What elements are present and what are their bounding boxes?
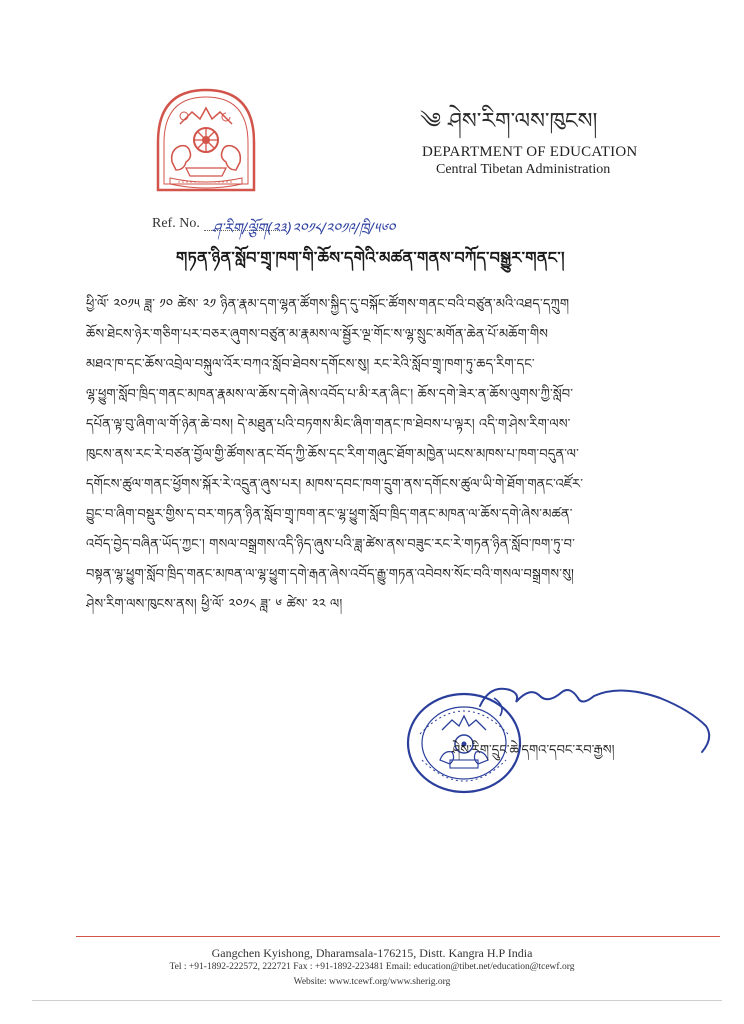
body-line: བྱུང་བ་ཞིག་བསྡུར་གྱིས་ད་བར་གཏན་ཉིན་སློབ་གྲྭ་ཁག་ནང་ལྷ་ཕྱུག་སློབ་ཁྲིད་གནང་མཁན་ལ་ཆོས་དགེ་ཞེས་མཚན་: [86, 507, 573, 522]
administration-name: Central Tibetan Administration: [436, 162, 611, 177]
footer-address: Gangchen Kyishong, Dharamsala-176215, Distt. Kangra H.P India: [211, 946, 533, 960]
body-line: ཁུངས་ནས་རང་རེ་བཙན་བྱོལ་གྱི་ཚོགས་ནང་བོད་ཀྱི་ཆོས་དང་རིག་གཞུང་ཐོག་མཁྱེན་ཡངས་མཁས་པ་ཁག་བདུན་ལ་: [86, 447, 579, 462]
footer-divider: [76, 936, 720, 937]
tibetan-department-name: ༄ ཤེས་རིག་ལས་ཁུངས།: [420, 109, 598, 134]
footer-website: Website: www.tcewf.org/www.sherig.org: [293, 977, 451, 987]
footer-contact: Tel : +91-1892-222572, 222721 Fax : +91-1892-223481 Email: education@tibet.net/education@tcewf.org: [169, 962, 575, 972]
reference-label: Ref. No.: [152, 216, 200, 231]
body-line: ཆོས་ཐེངས་ཉེར་གཅིག་པར་བཅར་ཞུགས་བཙུན་མ་རྣམས་ལ་སྦྱོར་ལྔ་གོང་ས་ལྷ་སྲུང་མགོན་ཆེན་པོ་མཆོག་གིས: [86, 327, 549, 342]
department-name: DEPARTMENT OF EDUCATION: [422, 144, 638, 160]
body-line: དགོངས་ཚུལ་གནང་ཕྱོགས་སྐོར་རེ་འདྲུན་ཞུས་པར། མཁས་དབང་ཁག་དྲུག་ནས་དགོངས་ཚུལ་ཡི་གེ་ཐོག་གནང་འཛོར་: [86, 477, 584, 492]
body-line: ཤེས་རིག་ལས་ཁུངས་ནས། ཕྱི་ལོ་ ༢༠༡༨ ཟླ་ ༦ ཚེས་ ༢༢ ལ།: [86, 597, 343, 612]
reference-number: [152, 212, 492, 236]
body-line: བསྟན་ལྷ་ཕྱུག་སློབ་ཁྲིད་གནང་མཁན་ལ་ལྷ་ཕྱུག་དགེ་རྒན་ཞེས་འབོད་རྒྱུ་གཏན་འབེབས་སོང་བའི་གསལ་བསྒྲགས་སུ།: [86, 567, 575, 582]
body-line: ལྷ་ཕྱུག་སློབ་ཁྲིད་གནང་མཁན་རྣམས་ལ་ཆོས་དགེ་ཞེས་འབོད་པ་མི་རན་ཞིང་། ཆོས་དགེ་ཟེར་ན་ཆོས་ལུགས་ཀྱི་སློབ་: [86, 387, 574, 402]
document-title: གཏན་ཉིན་སློབ་གྲྭ་ཁག་གི་ཆོས་དགེའི་མཚན་གནས་བཀོད་བསྒྱུར་གནང་།: [176, 248, 565, 267]
body-line: དཔོན་ལྟ་བུ་ཞིག་ལ་གོ་ཉེན་ཆེ་བས། དེ་མཐུན་པའི་བཏགས་མིང་ཞིག་གནང་ཁ་ཐེབས་པ་ལྟར། འདི་ག་ཤེས་རིག་ལས་: [86, 417, 571, 432]
signatory-name: ཤེས་རིག་དྲུང་ཆེ་དགའ་དབང་རབ་རྒྱས།: [452, 743, 615, 758]
department-seal-emblem: [150, 86, 262, 198]
reference-value: ཤ་རིག/ལྕོག(༢༣)༢༠༡༨/༢༠༡༩/ཁྲི/༥༦༠: [212, 221, 395, 237]
body-line: འབོད་བྱེད་བཞིན་ཡོད་ཀྱང་། གསལ་བསྒྲགས་འདི་ཉིད་ཞུས་པའི་ཟླ་ཚེས་ནས་བཟུང་རང་རེ་གཏན་ཉིན་སློབ་ཁག་ཏུ་བ་: [86, 537, 575, 552]
page-bottom-edge: [32, 1000, 722, 1001]
letter-body: [86, 290, 652, 620]
body-line: ཕྱི་ལོ་ ༢༠༡༥ ཟླ་ ༡༠ ཚེས་ ༢༡ ཉིན་རྣམ་དག་ལྷན་ཚོགས་སྐྱིད་དུ་བསྐོང་ཚོགས་གནང་བའི་བཙུན་མའི་འཐད་དཀྲུག: [86, 297, 570, 312]
body-line: མཐའ་ཁ་དང་ཆོས་འབྲེལ་བསྐུལ་འོར་བཀའ་སློབ་ཐེབས་དགོངས་སུ། རང་རེའི་སློབ་གྲྭ་ཁག་ཏུ་ཆད་རིག་དང་: [86, 357, 535, 372]
